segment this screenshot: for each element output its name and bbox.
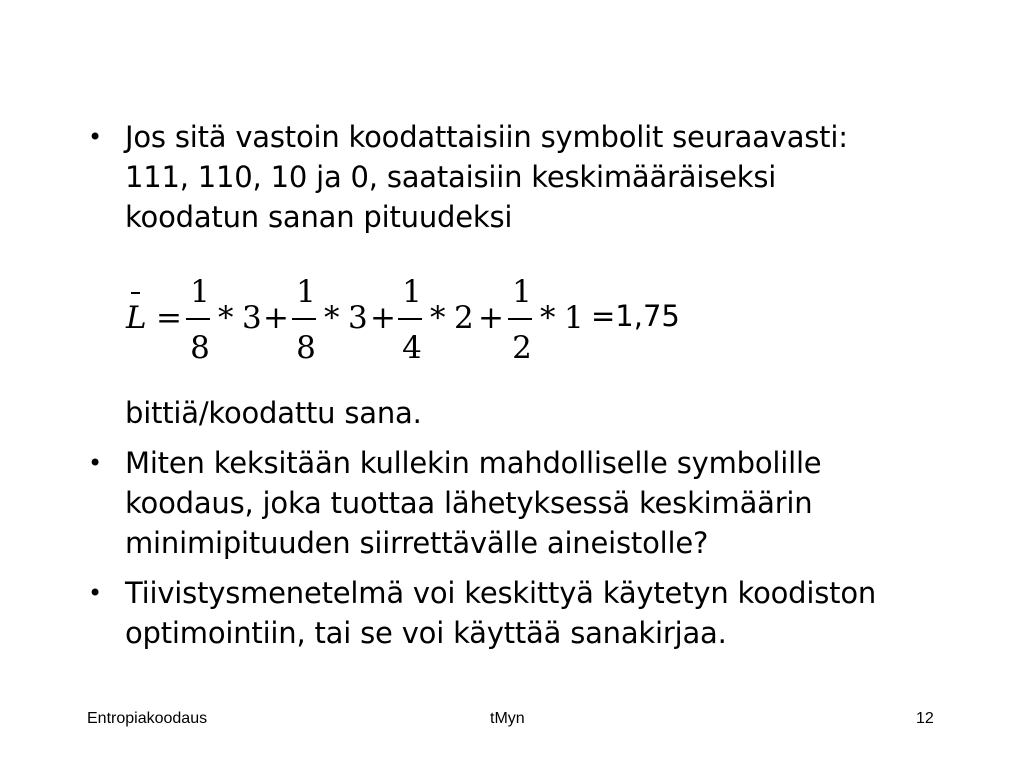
term-1-times: * — [218, 300, 234, 336]
footer-title: Entropiakoodaus — [87, 710, 208, 727]
formula-lhs: L — [126, 300, 147, 336]
fraction-3-numerator: 1 — [402, 274, 422, 310]
bullet-1-line-3: koodatun sanan pituudeksi — [125, 200, 513, 234]
term-4-times: * — [540, 300, 556, 336]
term-4-value: 1 — [564, 300, 584, 336]
footer-page-number: 12 — [916, 710, 934, 727]
bullet-marker: • — [88, 123, 103, 151]
term-3-op: + — [478, 300, 504, 336]
term-2-op: + — [370, 300, 396, 336]
bullet-2-line-3: minimipituuden siirrettävälle aineistolle? — [125, 526, 709, 560]
bullet-marker: • — [88, 449, 103, 477]
fraction-4-numerator: 1 — [512, 274, 532, 310]
term-2-times: * — [324, 300, 340, 336]
fraction-2-numerator: 1 — [296, 274, 316, 310]
bullet-3-line-2: optimointiin, tai se voi käyttää sanakirjaa. — [125, 616, 727, 650]
fraction-1-numerator: 1 — [190, 274, 210, 310]
fraction-3-bar — [398, 318, 422, 320]
fraction-2 — [288, 268, 324, 372]
fraction-3 — [394, 268, 430, 372]
bullet-2-line-2: koodaus, joka tuottaa lähetyksessä keskimäärin — [125, 486, 813, 520]
formula-equals: = — [156, 300, 182, 336]
bullet-3-line-1: Tiivistysmenetelmä voi keskittyä käytetyn koodiston — [125, 576, 877, 610]
mean-bar — [131, 292, 140, 294]
fraction-2-denominator: 8 — [296, 330, 316, 366]
term-3-times: * — [430, 300, 446, 336]
term-3-value: 2 — [454, 300, 474, 336]
term-1-op: + — [263, 300, 289, 336]
bullet-1-line-2: 111, 110, 10 ja 0, saataisiin keskimääräiseksi — [125, 160, 777, 194]
formula-result: =1,75 — [591, 299, 680, 333]
unit-line: bittiä/koodattu sana. — [125, 396, 422, 430]
fraction-4-bar — [508, 318, 532, 320]
footer-author: tMyn — [490, 710, 525, 727]
bullet-1-line-1: Jos sitä vastoin koodattaisiin symbolit seuraavasti: — [125, 120, 848, 154]
fraction-4-denominator: 2 — [512, 330, 532, 366]
term-2-value: 3 — [348, 300, 368, 336]
term-1-value: 3 — [242, 300, 262, 336]
bullet-marker: • — [88, 579, 103, 607]
bullet-2-line-1: Miten keksitään kullekin mahdolliselle symbolille — [125, 446, 822, 480]
fraction-1 — [182, 268, 218, 372]
fraction-1-denominator: 8 — [190, 330, 210, 366]
fraction-4 — [504, 268, 540, 372]
fraction-1-bar — [186, 318, 210, 320]
fraction-3-denominator: 4 — [402, 330, 422, 366]
fraction-2-bar — [292, 318, 316, 320]
